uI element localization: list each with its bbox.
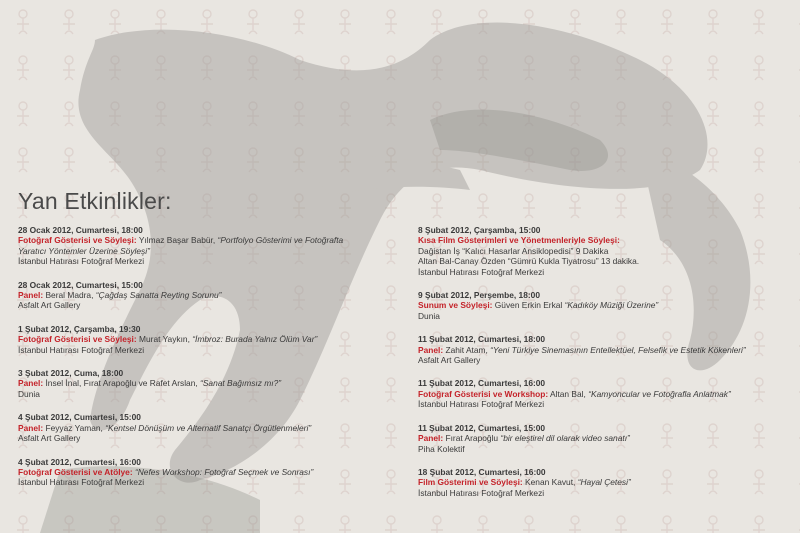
event-venue: Asfalt Art Gallery <box>18 433 81 444</box>
event-item <box>418 290 788 321</box>
event-date: 1 Şubat 2012, Çarşamba, 19:30 <box>18 323 141 334</box>
event-speaker: İnsel İnal, Fırat Arapoğlu ve Rafet Arslan, <box>43 378 201 389</box>
event-item <box>418 225 788 277</box>
event-type: Sunum ve Söyleşi: <box>418 300 493 311</box>
event-topic-continued: Yaratıcı Yöntemler Üzerine Söyleşi” <box>18 245 150 256</box>
event-topic: “bir eleştirel dil olarak video sanatı” <box>500 433 630 444</box>
event-venue: İstanbul Hatırası Fotoğraf Merkezi <box>418 266 545 277</box>
event-venue: İstanbul Hatırası Fotoğraf Merkezi <box>18 256 145 267</box>
event-date: 18 Şubat 2012, Cumartesi, 16:00 <box>418 466 546 477</box>
event-topic: “Sanat Bağımsız mı?” <box>200 378 282 389</box>
events-column-right <box>418 225 788 511</box>
event-item <box>18 412 388 443</box>
event-speaker: Fırat Arapoğlu <box>443 433 501 444</box>
event-item <box>18 324 388 355</box>
event-date: 8 Şubat 2012, Çarşamba, 15:00 <box>418 225 541 235</box>
event-venue: Asfalt Art Gallery <box>418 355 481 366</box>
event-topic: “İmbroz: Burada Yalnız Ölüm Var” <box>192 334 318 345</box>
event-topic: “Kentsel Dönüşüm ve Alternatif Sanatçı Örgütlenmeleri” <box>105 422 312 433</box>
event-item <box>18 280 388 311</box>
event-venue: Piha Kolektif <box>418 443 465 454</box>
event-date: 3 Şubat 2012, Cuma, 18:00 <box>18 368 124 379</box>
events-column-left <box>18 225 388 501</box>
event-date: 9 Şubat 2012, Perşembe, 18:00 <box>418 290 540 301</box>
event-item <box>18 368 388 399</box>
event-venue: Asfalt Art Gallery <box>18 300 81 311</box>
event-film-1: Dağistan İş “Kalıcı Hasarlar Ansiklopedisi” 9 Dakika <box>418 245 609 256</box>
event-speaker: Feyyaz Yaman, <box>43 422 106 433</box>
event-venue: İstanbul Hatırası Fotoğraf Merkezi <box>18 344 145 355</box>
event-item <box>418 467 788 498</box>
event-venue: İstanbul Hatırası Fotoğraf Merkezi <box>18 477 145 488</box>
event-venue: Dunia <box>18 388 40 399</box>
event-type: Fotoğraf Gösterisi ve Söyleşi: <box>18 334 137 345</box>
event-date: 11 Şubat 2012, Cumartesi, 18:00 <box>418 334 546 345</box>
event-speaker: Yılmaz Başar Babür, <box>136 235 218 246</box>
event-date: 11 Şubat 2012, Cumartesi, 16:00 <box>418 378 546 389</box>
event-date: 4 Şubat 2012, Cumartesi, 15:00 <box>18 412 141 423</box>
event-speaker: Kenan Kavut, <box>522 477 578 488</box>
event-item <box>418 423 788 454</box>
event-venue: İstanbul Hatırası Fotoğraf Merkezi <box>418 487 545 498</box>
event-type: Panel: <box>418 344 444 355</box>
event-speaker: Beral Madra, <box>43 290 96 301</box>
event-date: 11 Şubat 2012, Cumartesi, 15:00 <box>418 422 546 433</box>
event-type: Fotoğraf Gösterisi ve Atölye: <box>18 466 133 477</box>
event-topic: “Yeni Türkiye Sinemasının Entellektüel, Felsefik ve Estetik Kökenleri” <box>490 344 746 355</box>
event-date: 28 Ocak 2012, Cumartesi, 18:00 <box>18 225 143 235</box>
event-venue: İstanbul Hatırası Fotoğraf Merkezi <box>418 399 545 410</box>
event-item <box>418 334 788 365</box>
event-date: 4 Şubat 2012, Cumartesi, 16:00 <box>18 456 141 467</box>
event-type: Film Gösterimi ve Söyleşi: <box>418 477 523 488</box>
event-topic: “Kamyoncular ve Fotoğrafla Anlatmak” <box>588 388 731 399</box>
event-topic: “Kadıköy Müziği Üzerine” <box>564 300 659 311</box>
event-speaker: Zahit Atam, <box>443 344 491 355</box>
event-film-2: Altan Bal-Canay Özden “Gümrü Kukla Tiyatrosu” 13 dakika. <box>418 256 640 267</box>
event-type: Panel: <box>18 378 44 389</box>
event-type: Panel: <box>418 433 444 444</box>
event-topic: “Çağdaş Sanatta Reyting Sorunu” <box>95 290 222 301</box>
event-speaker: Güven Erkin Erkal <box>492 300 565 311</box>
event-topic: “Portfolyo Gösterimi ve Fotoğrafta <box>217 235 344 246</box>
event-topic: “Nefes Workshop: Fotoğraf Seçmek ve Sonrası” <box>134 466 314 477</box>
event-type: Fotoğraf Gösterisi ve Söyleşi: <box>18 235 137 246</box>
event-type: Panel: <box>18 422 44 433</box>
event-date: 28 Ocak 2012, Cumartesi, 15:00 <box>18 279 143 290</box>
page-title: Yan Etkinlikler: <box>18 188 172 214</box>
event-item <box>18 225 388 267</box>
event-type: Fotoğraf Gösterisi ve Workshop: <box>418 388 549 399</box>
event-topic: “Hayal Çetesi” <box>577 477 631 488</box>
event-type: Panel: <box>18 290 44 301</box>
event-item <box>18 457 388 488</box>
event-type: Kısa Film Gösterimleri ve Yönetmenleriyle Söyleşi: <box>418 235 620 246</box>
event-speaker: Murat Yaykın, <box>136 334 193 345</box>
event-item <box>418 378 788 409</box>
event-speaker: Altan Bal, <box>548 388 589 399</box>
event-venue: Dunia <box>418 310 440 321</box>
